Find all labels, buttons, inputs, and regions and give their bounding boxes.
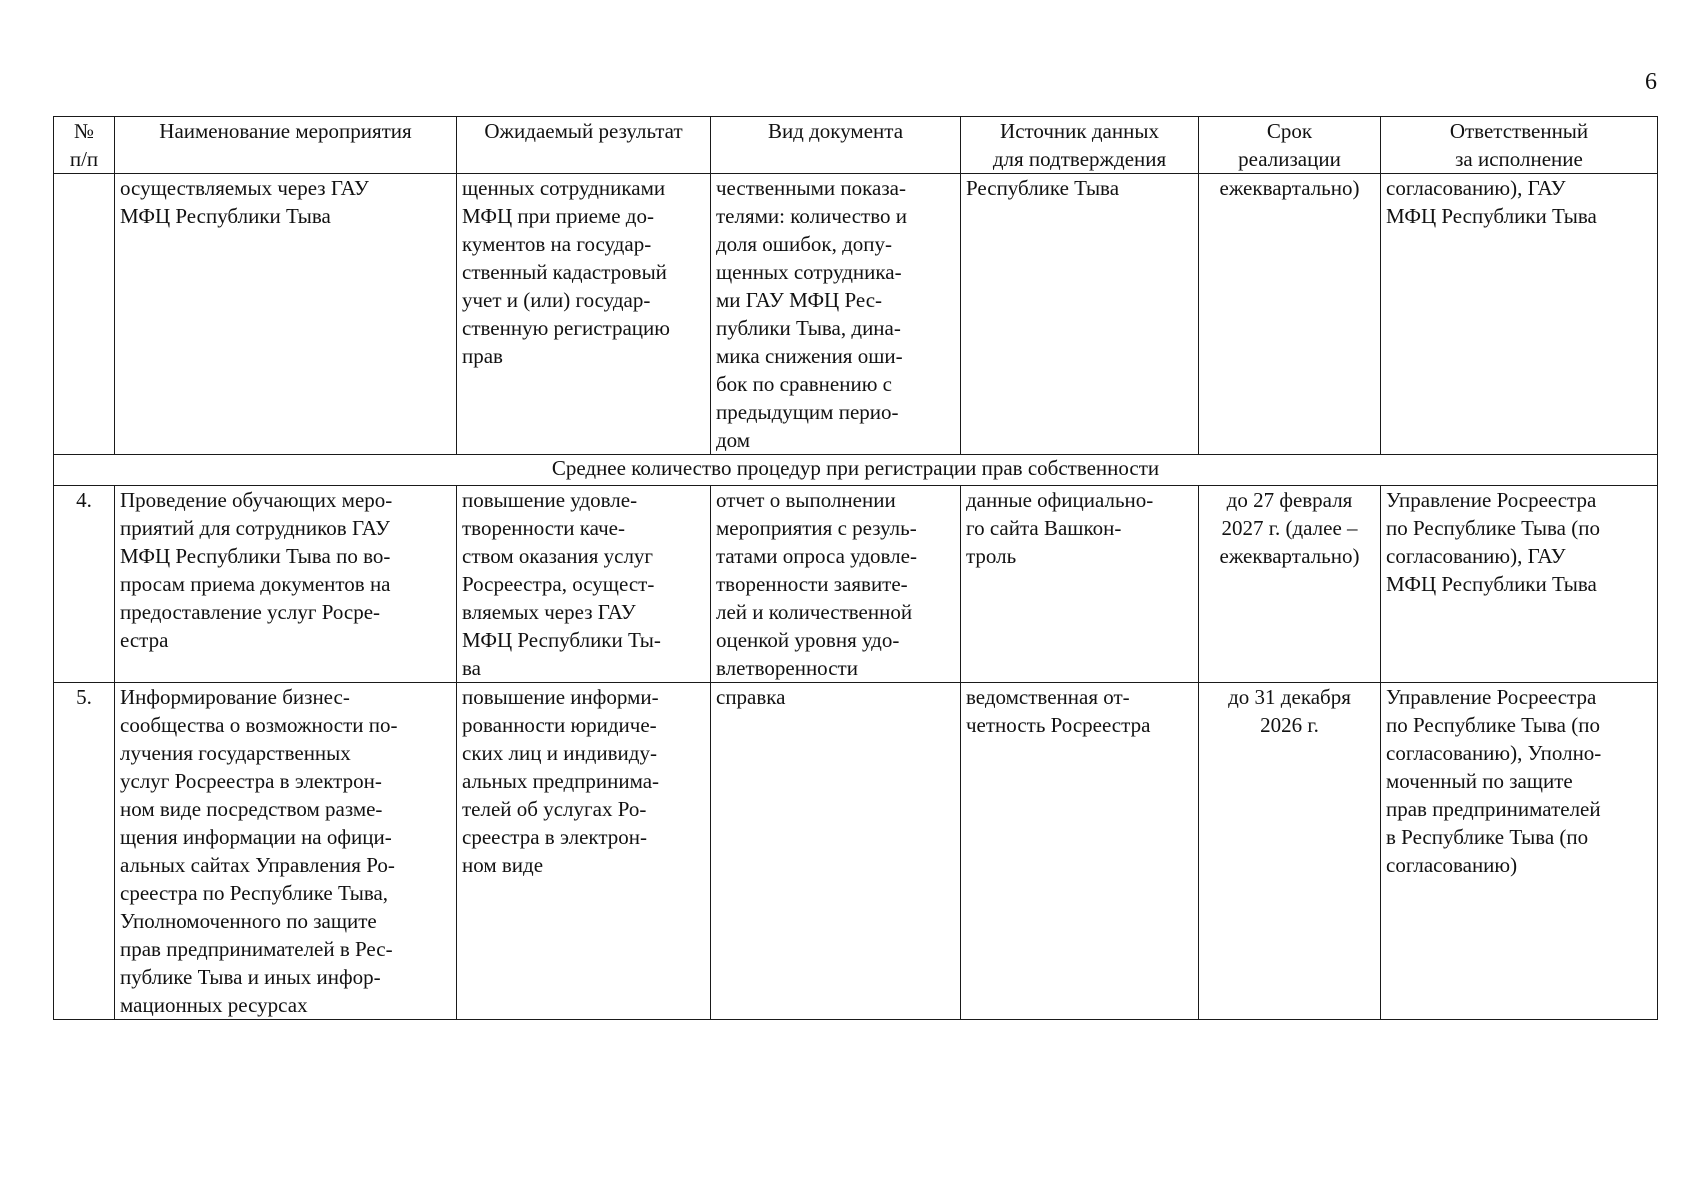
cell-number: 4. (54, 486, 115, 683)
section-title: Среднее количество процедур при регистрации прав собственности (54, 455, 1658, 486)
header-document-type: Вид документа (711, 117, 961, 174)
cell-activity-name: осуществляемых через ГАУ МФЦ Республики Тыва (115, 174, 457, 455)
cell-document-type: справка (711, 683, 961, 1020)
table-header-row (54, 117, 1658, 174)
header-number: № п/п (54, 117, 115, 174)
section-row (54, 455, 1658, 486)
cell-activity-name: Информирование бизнес- сообщества о возможности по- лучения государственных услуг Росреестра в электрон- ном виде посредством разме- щения информации на офици- альных сайтах Управления Ро- среестра по Республике Тыва, Уполномоченного по защите прав предпринимателей в Рес- публике Тыва и иных инфор- мационных ресурсах (115, 683, 457, 1020)
page-number: 6 (1645, 69, 1657, 95)
cell-activity-name: Проведение обучающих меро- приятий для сотрудников ГАУ МФЦ Республики Тыва по во- просам приема документов на предоставление услуг Росре- естра (115, 486, 457, 683)
cell-data-source: Республике Тыва (961, 174, 1199, 455)
cell-deadline: до 27 февраля 2027 г. (далее – ежеквартально) (1199, 486, 1381, 683)
table-row (54, 486, 1658, 683)
table-row-continuation (54, 174, 1658, 455)
header-data-source: Источник данных для подтверждения (961, 117, 1199, 174)
cell-expected-result: повышение информи- рованности юридиче- ских лиц и индивиду- альных предпринима- телей об услугах Ро- среестра в электрон- ном виде (457, 683, 711, 1020)
cell-document-type: отчет о выполнении мероприятия с резуль- татами опроса удовле- творенности заявите- лей и количественной оценкой уровня удо- влетворенности (711, 486, 961, 683)
cell-deadline: до 31 декабря 2026 г. (1199, 683, 1381, 1020)
action-plan-table (53, 116, 1658, 1020)
cell-expected-result: щенных сотрудниками МФЦ при приеме до- кументов на государ- ственный кадастровый учет и (или) государ- ственную регистрацию прав (457, 174, 711, 455)
cell-document-type: чественными показа- телями: количество и доля ошибок, допу- щенных сотрудника- ми ГАУ МФЦ Рес- публики Тыва, дина- мика снижения оши- бок по сравнению с предыдущим перио- дом (711, 174, 961, 455)
cell-responsible: Управление Росреестра по Республике Тыва (по согласованию), ГАУ МФЦ Республики Тыва (1381, 486, 1658, 683)
cell-number: 5. (54, 683, 115, 1020)
cell-responsible: согласованию), ГАУ МФЦ Республики Тыва (1381, 174, 1658, 455)
header-responsible: Ответственный за исполнение (1381, 117, 1658, 174)
header-activity-name: Наименование мероприятия (115, 117, 457, 174)
table-row (54, 683, 1658, 1020)
cell-deadline: ежеквартально) (1199, 174, 1381, 455)
cell-data-source: данные официально- го сайта Вашкон- троль (961, 486, 1199, 683)
cell-responsible: Управление Росреестра по Республике Тыва (по согласованию), Уполно- моченный по защите прав предпринимателей в Республике Тыва (по согласованию) (1381, 683, 1658, 1020)
cell-number (54, 174, 115, 455)
cell-data-source: ведомственная от- четность Росреестра (961, 683, 1199, 1020)
header-deadline: Срок реализации (1199, 117, 1381, 174)
header-expected-result: Ожидаемый результат (457, 117, 711, 174)
cell-expected-result: повышение удовле- творенности каче- ством оказания услуг Росреестра, осущест- вляемых через ГАУ МФЦ Республики Ты- ва (457, 486, 711, 683)
